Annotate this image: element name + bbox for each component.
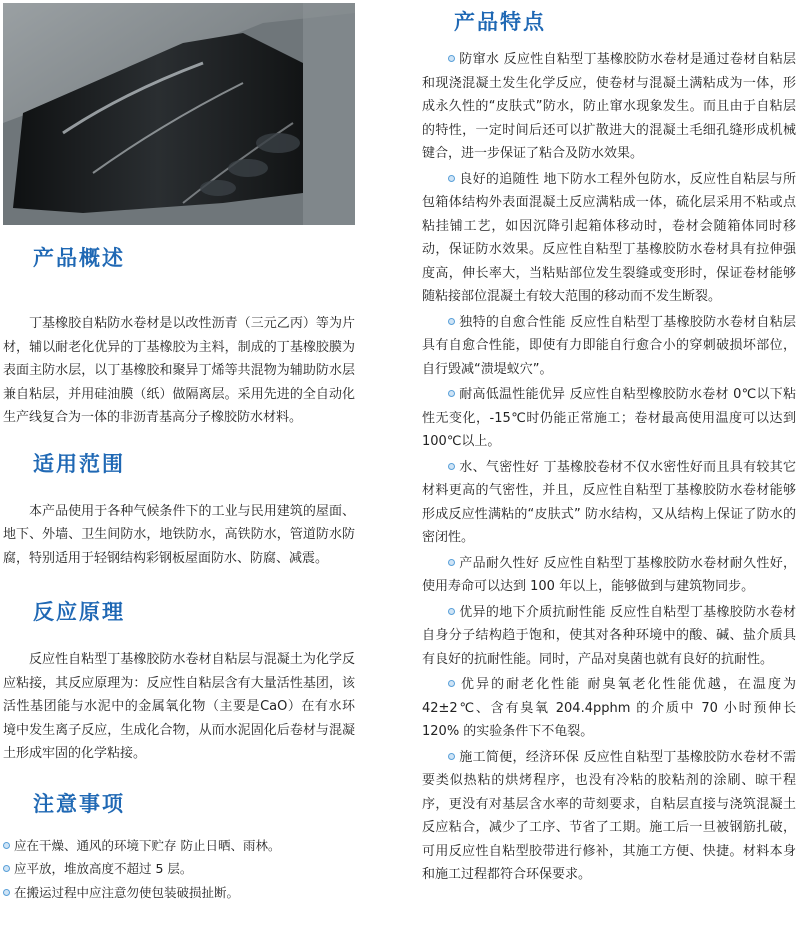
bullet-icon xyxy=(448,390,455,397)
note-item: 应在干燥、通风的环境下贮存 防止日晒、雨林。 xyxy=(3,834,355,858)
feature-item: 耐高低温性能优异 反应性自粘型橡胶防水卷材 0℃以下粘性无变化，-15℃时仍能正常施工；卷材最高使用温度可以达到 100℃以上。 xyxy=(422,387,796,449)
bullet-icon xyxy=(448,753,455,760)
product-photo xyxy=(3,3,355,225)
overview-title: 产品概述 xyxy=(33,245,125,270)
features-title: 产品特点 xyxy=(454,9,546,34)
bullet-icon xyxy=(3,889,10,896)
note-item: 在搬运过程中应注意勿使包装破损扯断。 xyxy=(3,881,355,905)
feature-item: 良好的追随性 地下防水工程外包防水，反应性自粘层与所包箱体结构外表面混凝土反应满粘成一体，硫化层采用不粘或点粘挂铺工艺，如因沉降引起箱体移动时，卷材会随箱体同时移动，保证防水效果。反应性自粘型丁基橡胶防水卷材具有拉伸强度高，伸长率大，当粘贴部位发生裂缝或变形时，保证卷材能够随粘接部位混凝土有较大范围的移动而不发生断裂。 xyxy=(422,171,796,304)
notes-title: 注意事项 xyxy=(33,790,125,816)
feature-item: 水、气密性好 丁基橡胶卷材不仅水密性好而且具有较其它材料更高的气密性，并且，反应性自粘型丁基橡胶防水卷材能够形成反应性满粘的“皮肤式” 防水结构，又从结构上保证了防水的密闭性。 xyxy=(422,459,796,545)
feature-item: 产品耐久性好 反应性自粘型丁基橡胶防水卷材耐久性好，使用寿命可以达到 100 年以上，能够做到与建筑物同步。 xyxy=(422,555,796,594)
note-item: 应平放，堆放高度不超过 5 层。 xyxy=(3,857,355,881)
feature-item: 施工简便，经济环保 反应性自粘型丁基橡胶防水卷材不需要类似热粘的烘烤程序，也没有冷粘的胶粘剂的涂刷、晾干程序，更没有对基层含水率的苛刻要求，自粘层直接与浇筑混凝土反应粘合，减少了工序、节省了工期。施工后一旦被钢筋扎破，可用反应性自粘型胶带进行修补，其施工方便、快捷。材料本身和施工过程都符合环保要求。 xyxy=(422,749,796,882)
bullet-icon xyxy=(448,559,455,566)
feature-item: 防窜水 反应性自粘型丁基橡胶防水卷材是通过卷材自粘层和现浇混凝土发生化学反应，使卷材与混凝土满粘成为一体，形成永久性的“皮肤式”防水，防止窜水现象发生。而且由于自粘层的特性，一定时间后还可以扩散进大的混凝土毛细孔缝形成机械键合，进一步保证了粘合及防水效果。 xyxy=(422,52,796,161)
right-column xyxy=(422,0,796,889)
bullet-icon xyxy=(448,463,455,470)
left-column xyxy=(3,232,355,904)
bullet-icon xyxy=(448,175,455,182)
principle-title: 反应原理 xyxy=(33,599,125,624)
bullet-icon xyxy=(448,55,455,62)
overview-text: 丁基橡胶自粘防水卷材是以改性沥青（三元乙丙）等为片材，辅以耐老化优异的丁基橡胶为主料，制成的丁基橡胶膜为表面主防水层，以丁基橡胶和聚异丁烯等共混物为辅助防水层兼自粘层，并用硅油膜（纸）做隔离层。采用先进的全自动化生产线复合为一体的非沥青基高分子橡胶防水材料。 xyxy=(3,316,355,425)
principle-text: 反应性自粘型丁基橡胶防水卷材自粘层与混凝土为化学反应粘接，其反应原理为：反应性自粘层含有大量活性基团，该活性基团能与水泥中的金属氧化物（主要是CaO）在有水环境中发生离子反应，生成化合物，从而水泥固化后卷材与混凝土形成牢固的化学粘接。 xyxy=(3,652,355,761)
notes-list xyxy=(3,834,355,905)
scope-title: 适用范围 xyxy=(33,450,125,476)
feature-item: 独特的自愈合性能 反应性自粘型丁基橡胶防水卷材自粘层具有自愈合性能，即使有力即能自行愈合小的穿刺破损坏部位，自行毁减“溃堤蚁穴”。 xyxy=(422,314,796,377)
bullet-icon xyxy=(448,680,455,687)
feature-item: 优异的耐老化性能 耐臭氧老化性能优越，在温度为 42±2℃、含有臭氧 204.4pphm 的介质中 70 小时预伸长 120% 的实验条件下不龟裂。 xyxy=(422,677,796,739)
bullet-icon xyxy=(3,865,10,872)
bullet-icon xyxy=(448,608,455,615)
bullet-icon xyxy=(448,318,455,325)
feature-item: 优异的地下介质抗耐性能 反应性自粘型丁基橡胶防水卷材自身分子结构趋于饱和，使其对各种环境中的酸、碱、盐介质具有良好的抗耐性能。同时，产品对臭菌也就有良好的抗耐性。 xyxy=(422,604,796,667)
bullet-icon xyxy=(3,842,10,849)
scope-text: 本产品使用于各种气候条件下的工业与民用建筑的屋面、地下、外墙、卫生间防水，地铁防水，高铁防水，管道防水防腐，特别适用于轻钢结构彩钢板屋面防水、防腐、减震。 xyxy=(3,503,355,566)
membrane-illustration xyxy=(3,3,355,225)
